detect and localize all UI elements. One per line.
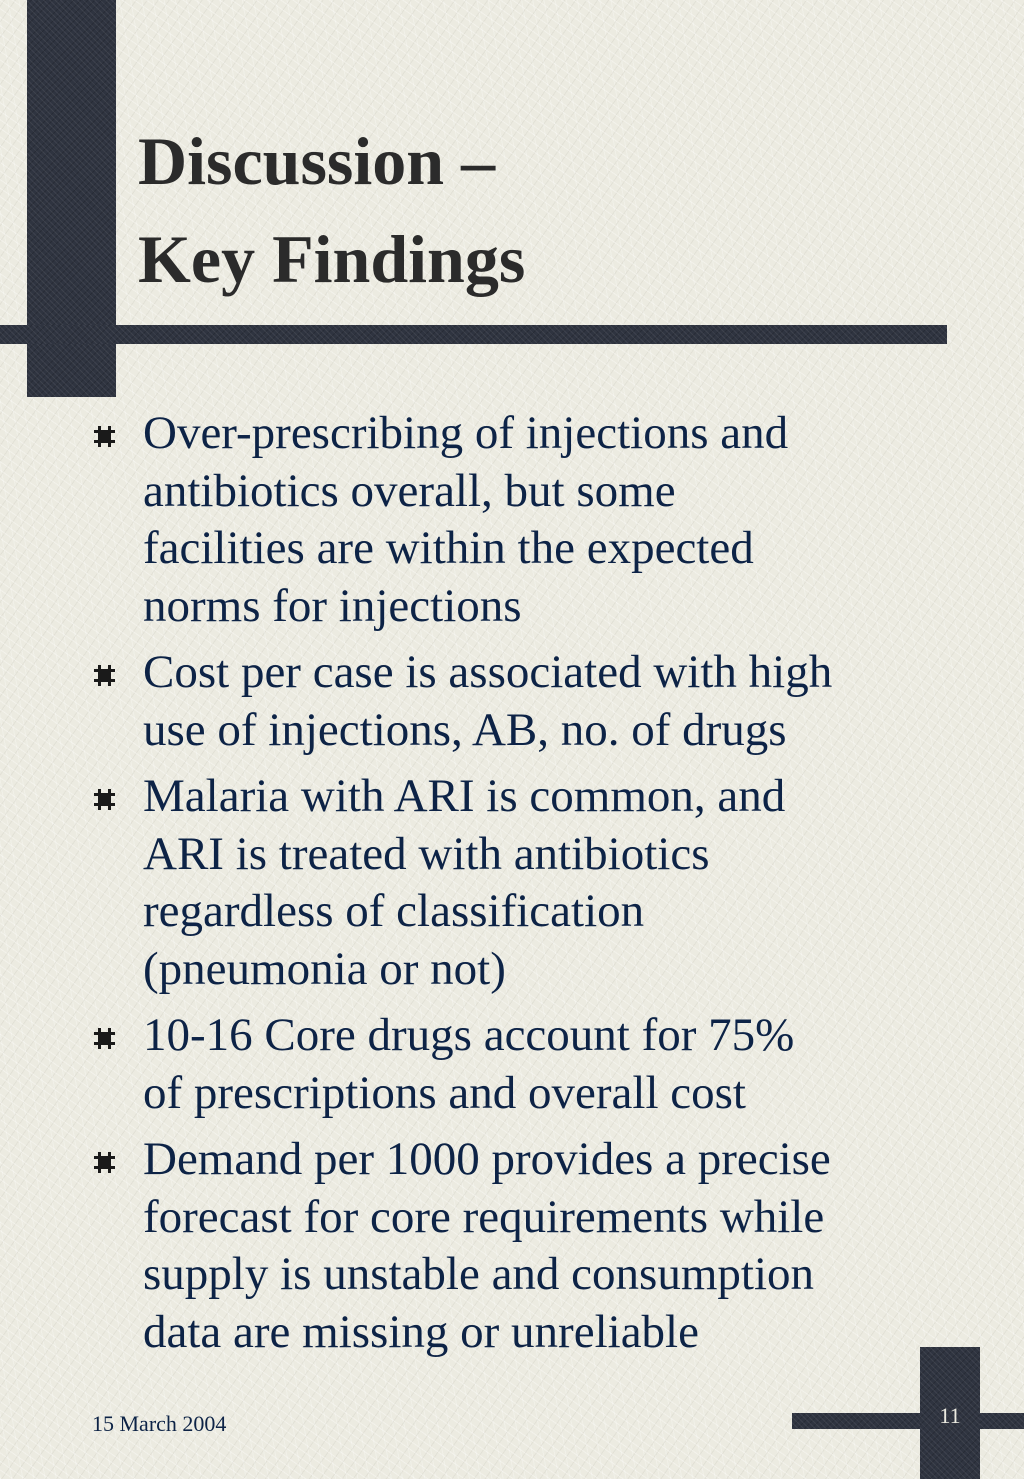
bullet-text-line: of prescriptions and overall cost [143, 1066, 746, 1119]
bullet-text-line: regardless of classification [143, 885, 645, 937]
list-item [90, 1131, 940, 1361]
slide-title-line-2: Key Findings [138, 221, 526, 297]
title-divider-bar [0, 325, 947, 344]
hash-square-bullet-icon [94, 789, 115, 810]
bullet-text-line: facilities are within the expected [143, 522, 754, 574]
bullet-text-line: data are missing or unreliable [143, 1305, 699, 1358]
bullet-text-line: use of injections, AB, no. of drugs [143, 703, 787, 756]
bullet-text-line: Demand per 1000 provides a precise [143, 1133, 831, 1185]
list-item [90, 644, 940, 759]
slide-title-line-1: Discussion – [138, 123, 496, 199]
bullet-text-line: supply is unstable and consumption [143, 1248, 815, 1300]
footer-divider-bar [792, 1413, 1024, 1429]
bullet-text-line: forecast for core requirements while [143, 1190, 825, 1243]
list-item [90, 1007, 940, 1122]
slide-title [138, 112, 918, 308]
bullet-text-line: antibiotics overall, but some [143, 464, 676, 517]
bullet-text-line: (pneumonia or not) [143, 942, 506, 995]
list-item [90, 405, 940, 635]
key-findings-list [90, 405, 940, 1370]
bullet-text-line: Malaria with ARI is common, and [143, 770, 786, 822]
bullet-text-line: norms for injections [143, 579, 522, 632]
list-item [90, 768, 940, 998]
bullet-text-line: 10-16 Core drugs account for 75% [143, 1009, 795, 1061]
slide-number: 11 [939, 1403, 961, 1428]
bullet-text-line: Cost per case is associated with high [143, 646, 833, 698]
bullet-text-line: Over-prescribing of injections and [143, 407, 789, 459]
hash-square-bullet-icon [94, 1152, 115, 1173]
bullet-text-line: ARI is treated with antibiotics [143, 827, 710, 880]
footer-date: 15 March 2004 [92, 1411, 227, 1436]
hash-square-bullet-icon [94, 1028, 115, 1049]
hash-square-bullet-icon [94, 665, 115, 686]
hash-square-bullet-icon [94, 426, 115, 447]
